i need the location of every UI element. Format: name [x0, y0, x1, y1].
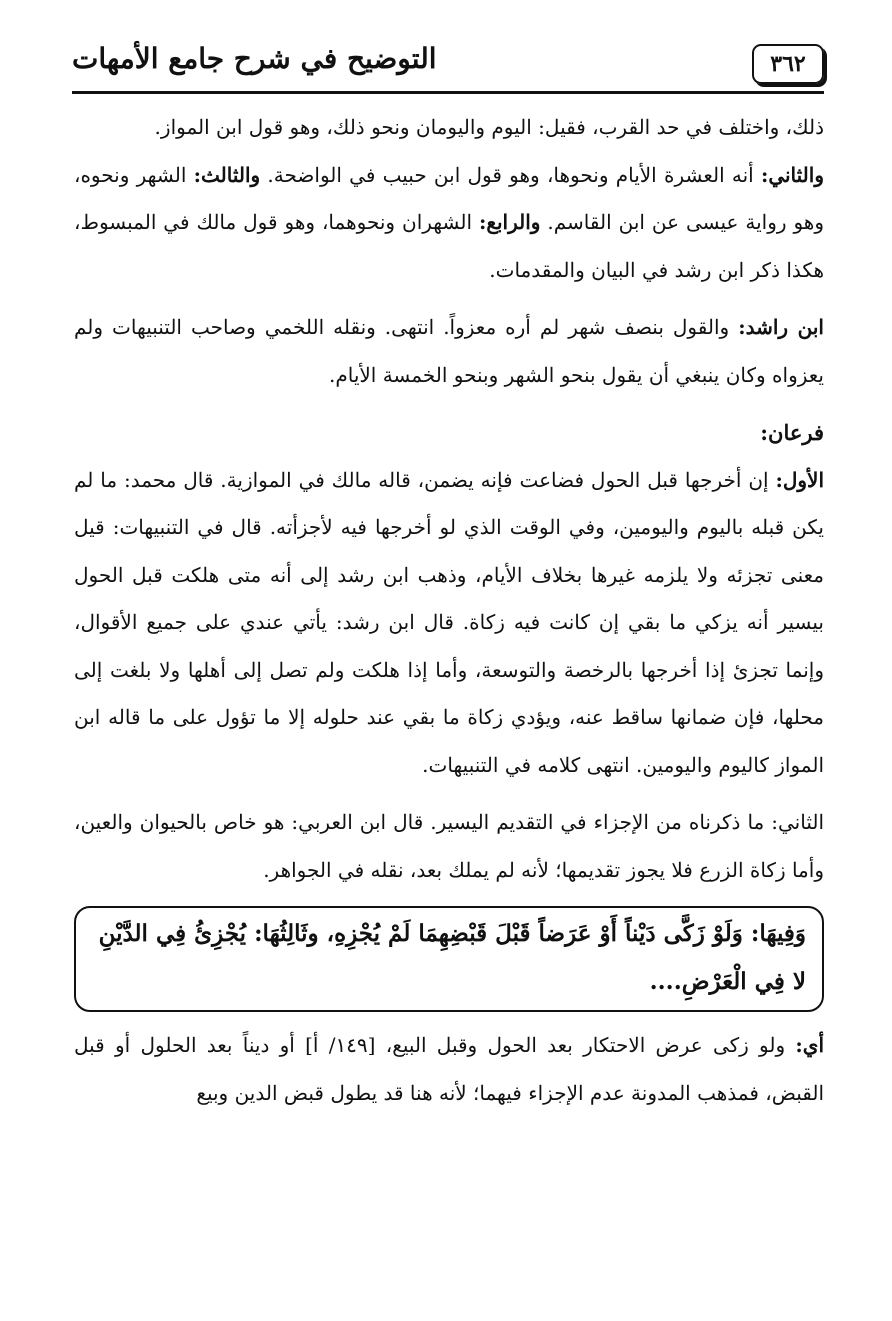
- paragraph-5-text: الثاني: ما ذكرناه من الإجزاء في التقديم اليسير. قال ابن العربي: هو خاص بالحيوان والعين، وأما زكاة الزرع فلا يجوز تقديمها؛ لأنه لم يملك بعد، نقله في الجواهر.: [74, 810, 825, 882]
- label-first: الأول:: [775, 467, 825, 492]
- header-rule: [72, 91, 824, 94]
- matn-label: وَفِيهَا:: [750, 920, 806, 947]
- paragraph-3: [74, 304, 824, 399]
- paragraph-3-text: والقول بنصف شهر لم أره معزواً. انتهى. ونقله اللخمي وصاحب التنبيهات ولم يعزواه وكان ينبغي أن يقول بنحو الشهر وبنحو الخمسة الأيام.: [74, 315, 824, 387]
- page-number: ٣٦٢: [752, 44, 824, 84]
- label-fourth: والرابع:: [478, 210, 541, 234]
- paragraph-4-text: إن أخرجها قبل الحول فضاعت فإنه يضمن، قاله مالك في الموازية. قال محمد: ما لم يكن قبله باليوم واليومين، وفي الوقت الذي لو أخرجها فيه لأجزأته. قال في التنبيهات: قيل معنى تجزئه ولا يلزمه غيرها بخلاف الأيام، وذهب ابن رشد إلى أنه متى هلكت قبل الحول بيسير أنه يزكي ما بقي إن كانت فيه زكاة. قال ابن رشد: يأتي عندي على جميع الأقوال، وإنما تجزئ إذا أخرجها بالرخصة والتوسعة، وأما إذا هلكت ولم تصل إلى أهلها ولا بلغت إلى محلها، فإن ضمانها ساقط عنه، ويؤدي زكاة ما بقي عند حلوله إلا ما تؤول على ما قاله ابن المواز كاليوم واليومين. انتهى كلامه في التنبيهات.: [74, 467, 824, 777]
- label-ibn-rashid: ابن راشد:: [738, 315, 824, 339]
- label-third: والثالث:: [193, 162, 261, 187]
- paragraph-2: [74, 152, 824, 295]
- matn-text: وَلَوْ زَكَّى دَيْناً أَوْ عَرَضاً قَبْلَ قَبْضِهِمَا لَمْ يُجْزِهِ، وثَالِثُهَا: يُجْزِئُ فِي الدَّيْنِ لا فِي الْعَرْضِ....: [98, 920, 806, 995]
- paragraph-2-text-a: أنه العشرة الأيام ونحوها، وهو قول ابن حبيب في الواضحة.: [260, 162, 761, 187]
- paragraph-2-text-b: الشهر ونحوه، وهو رواية عيسى عن ابن القاسم.: [74, 162, 825, 234]
- section-heading: فرعان:: [760, 420, 824, 445]
- label-ay: أي:: [795, 1033, 824, 1057]
- paragraph-5: [74, 799, 824, 894]
- matn-box: [74, 906, 824, 1012]
- running-title: التوضيح في شرح جامع الأمهات: [72, 42, 437, 75]
- page-body: [74, 104, 824, 1117]
- paragraph-1: [74, 104, 824, 152]
- page-header: [72, 38, 824, 94]
- paragraph-6-text: ولو زكى عرض الاحتكار بعد الحول وقبل البيع، [١٤٩/ أ] أو ديناً بعد الحلول أو قبل القبض، فمذهب المدونة عدم الإجزاء فيهما؛ لأنه هنا قد يطول قبض الدين وبيع: [74, 1033, 824, 1105]
- label-second: والثاني:: [760, 162, 824, 187]
- paragraph-1-text: ذلك، واختلف في حد القرب، فقيل: اليوم واليومان ونحو ذلك، وهو قول ابن المواز.: [154, 115, 824, 139]
- paragraph-2-text-c: الشهران ونحوهما، وهو قول مالك في المبسوط، هكذا ذكر ابن رشد في البيان والمقدمات.: [74, 210, 824, 282]
- paragraph-6: [74, 1022, 824, 1117]
- paragraph-4: [74, 457, 824, 790]
